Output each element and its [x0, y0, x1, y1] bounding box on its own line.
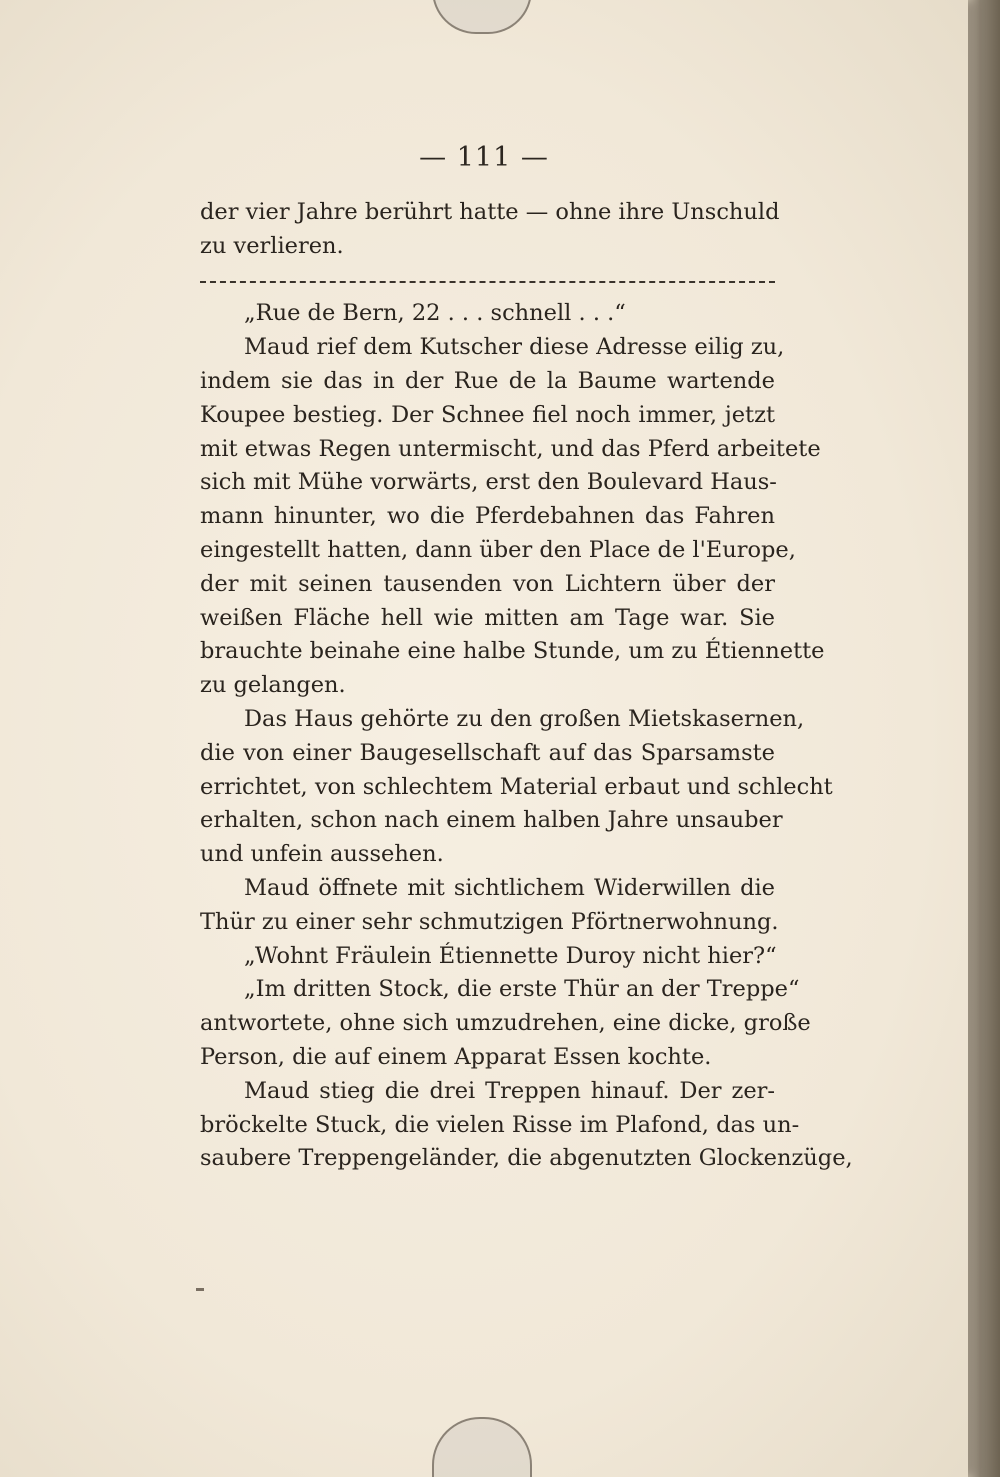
- text-line: mit etwas Regen untermischt, und das Pferd arbeitete: [200, 435, 821, 462]
- text-line: Koupee bestieg. Der Schnee fiel noch immer, jetzt: [200, 401, 775, 428]
- text-line: „Im dritten Stock, die erste Thür an der Treppe“: [244, 976, 800, 1003]
- section-divider: [200, 264, 775, 298]
- text-line: der mit seinen tausenden von Lichtern über der: [200, 570, 775, 597]
- text-line: und unfein aussehen.: [200, 841, 444, 868]
- text-line: antwortete, ohne sich umzudrehen, eine dicke, große: [200, 1010, 811, 1037]
- text-line: „Wohnt Fräulein Étiennette Duroy nicht hier?“: [244, 942, 777, 969]
- text-line: Thür zu einer sehr schmutzigen Pförtnerwohnung.: [200, 908, 779, 935]
- text-line: erhalten, schon nach einem halben Jahre unsauber: [200, 807, 783, 834]
- text-line: Maud rief dem Kutscher diese Adresse eilig zu,: [244, 334, 785, 361]
- text-line: zu verlieren.: [200, 232, 344, 259]
- text-line: saubere Treppengeländer, die abgenutzten Glockenzüge,: [200, 1145, 853, 1172]
- ink-speck: [196, 1288, 204, 1291]
- text-line: weißen Fläche hell wie mitten am Tage war. Sie: [200, 604, 775, 631]
- text-line: mann hinunter, wo die Pferdebahnen das Fahren: [200, 503, 775, 530]
- body-text: [200, 196, 853, 1176]
- text-line: Maud öffnete mit sichtlichem Widerwillen die: [244, 874, 775, 901]
- text-line: zu gelangen.: [200, 672, 346, 699]
- text-line: eingestellt hatten, dann über den Place de l'Europe,: [200, 536, 796, 563]
- text-line: bröckelte Stuck, die vielen Risse im Plafond, das un-: [200, 1111, 800, 1138]
- text-line: Person, die auf einem Apparat Essen kochte.: [200, 1043, 712, 1070]
- text-line: sich mit Mühe vorwärts, erst den Boulevard Haus-: [200, 469, 777, 496]
- text-line: Maud stieg die drei Treppen hinauf. Der zer-: [244, 1077, 775, 1104]
- text-line: die von einer Baugesellschaft auf das Sparsamste: [200, 739, 775, 766]
- page-number: — 111 —: [419, 142, 549, 173]
- text-line: indem sie das in der Rue de la Baume wartende: [200, 367, 775, 394]
- top-paper-clip: [432, 0, 532, 34]
- text-line: „Rue de Bern, 22 . . . schnell . . .“: [244, 300, 626, 327]
- text-line: errichtet, von schlechtem Material erbaut und schlecht: [200, 773, 833, 800]
- bottom-paper-clip: [432, 1417, 532, 1477]
- text-line: brauchte beinahe eine halbe Stunde, um zu Étiennette: [200, 638, 825, 665]
- text-line: der vier Jahre berührt hatte — ohne ihre Unschuld: [200, 199, 780, 225]
- text-line: Das Haus gehörte zu den großen Mietskasernen,: [244, 705, 805, 732]
